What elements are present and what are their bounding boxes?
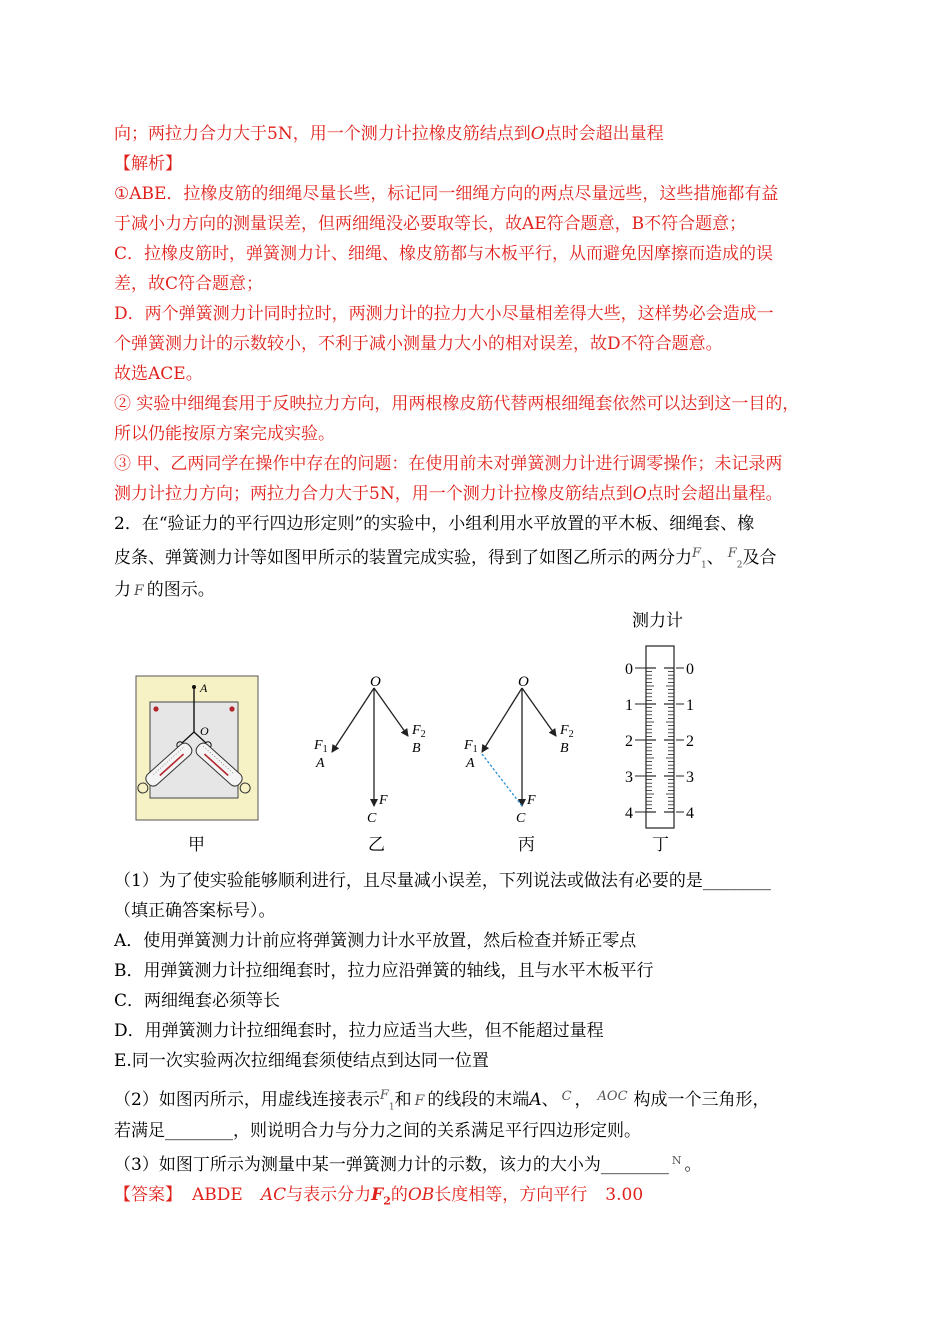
label-o-jia: O xyxy=(200,724,209,738)
caption-ding: 丁 xyxy=(652,835,669,854)
label-a-bing: A xyxy=(466,756,475,771)
spring-scale-ding xyxy=(625,611,694,854)
scale-tick-label: 1 xyxy=(686,697,694,714)
pin-top-left xyxy=(153,706,158,711)
scale-tick-label: 4 xyxy=(686,805,694,822)
apparatus-jia xyxy=(134,676,258,854)
analysis-p1-line2: 于减小力方向的测量误差，但两细绳没必要取等长，故AE符合题意，B不符合题意； xyxy=(114,214,747,234)
label-a-yi: A xyxy=(316,756,325,771)
scale-tick-label: 4 xyxy=(625,805,633,822)
option-b: B．用弹簧测力计拉细绳套时，拉力应沿弹簧的轴线，且与水平木板平行 xyxy=(114,961,654,981)
analysis-p5-line1: ② 实验中细绳套用于反映拉力方向，用两根橡皮筋代替两根细绳套依然可以达到这一目的， xyxy=(114,394,800,414)
scale-tick-label: 2 xyxy=(686,733,694,750)
label-f1-bing: $F_1$ xyxy=(464,738,478,755)
force-diagram-yi xyxy=(313,674,426,854)
analysis-p2-line1: C．拉橡皮筋时，弹簧测力计、细绳、橡皮筋都与木板平行，从而避免因摩擦而造成的误 xyxy=(114,244,774,264)
analysis-p3-line1: D．两个弹簧测力计同时拉时，两测力计的拉力大小尽量相差得大些，这样势必会造成一 xyxy=(114,304,774,324)
scale-tick-label: 1 xyxy=(625,697,633,714)
analysis-heading: 【解析】 xyxy=(114,154,182,174)
option-c: C．两细绳套必须等长 xyxy=(114,991,281,1011)
label-b-bing: B xyxy=(560,741,569,756)
dashed-line-ac xyxy=(482,754,522,806)
force-diagram-bing xyxy=(463,674,574,854)
vector-f2-bing xyxy=(522,688,556,736)
pin-top-right xyxy=(229,706,234,711)
q2-line2: 若满足________，则说明合力与分力之间的关系满足平行四边形定则。 xyxy=(114,1121,641,1141)
label-f-yi: F xyxy=(379,793,388,808)
answer-line: 【答案】 ABDE AC与表示分力$F_2$的OB长度相等，方向平行 3.00 xyxy=(114,1185,644,1208)
question-stem-line3: 力 F 的图示。 xyxy=(114,580,215,600)
label-f2-bing: $F_2$ xyxy=(560,723,574,740)
vector-f1-yi xyxy=(332,688,374,752)
label-o-yi: O xyxy=(370,674,381,690)
scale-tick-label: 0 xyxy=(686,661,694,678)
scale-body xyxy=(646,646,674,828)
option-a: A．使用弹簧测力计前应将弹簧测力计水平放置，然后检查并矫正零点 xyxy=(114,931,637,951)
label-a-jia: A xyxy=(200,681,208,695)
analysis-p2-line2: 差，故C符合题意； xyxy=(114,274,264,294)
label-c-bing: C xyxy=(516,811,526,826)
label-f1-yi: $F_1$ xyxy=(314,738,328,755)
label-f2-yi: $F_2$ xyxy=(412,723,426,740)
analysis-p3-line2: 个弹簧测力计的示数较小，不利于减小测量力大小的相对误差，故D不符合题意。 xyxy=(114,334,723,354)
question-stem-line1: 2．在“验证力的平行四边形定则”的实验中，小组利用水平放置的平木板、细绳套、橡 xyxy=(114,514,755,534)
meter-title: 测力计 xyxy=(632,611,683,630)
scale-tick-label: 3 xyxy=(625,769,633,786)
caption-jia: 甲 xyxy=(188,835,205,854)
q1-line1: （1）为了使实验能够顺利进行，且尽量减小误差，下列说法或做法有必要的是________ xyxy=(114,871,771,891)
experiment-figure xyxy=(120,606,720,858)
caption-bing: 丙 xyxy=(518,835,535,854)
scale-tick-label: 2 xyxy=(625,733,633,750)
analysis-p5-line2: 所以仍能按原方案完成实验。 xyxy=(114,424,335,444)
option-e: E.同一次实验两次拉细绳套须使结点到达同一位置 xyxy=(114,1051,489,1071)
vector-f2-yi xyxy=(374,688,408,736)
q1-line2: （填正确答案标号）。 xyxy=(114,901,276,921)
label-c-yi: C xyxy=(367,811,377,826)
q2-line1: （2）如图丙所示，用虚线连接表示$^F_1$和 F 的线段的末端A、 $^C$ ， $^{AOC}$ 构成一个三角形， xyxy=(114,1088,770,1113)
label-o-bing: O xyxy=(518,674,529,690)
option-d: D．用弹簧测力计拉细绳套时，拉力应适当大些，但不能超过量程 xyxy=(114,1021,604,1041)
caption-yi: 乙 xyxy=(368,835,385,854)
analysis-p6-line1: ③ 甲、乙两同学在操作中存在的问题：在使用前未对弹簧测力计进行调零操作；未记录两 xyxy=(114,454,783,474)
analysis-p6-line2: 测力计拉力方向；两拉力合力大于5N，用一个测力计拉橡皮筋结点到O点时会超出量程。 xyxy=(114,484,783,504)
prev-answer-tail: 向；两拉力合力大于5N，用一个测力计拉橡皮筋结点到O点时会超出量程 xyxy=(114,124,664,144)
label-b-yi: B xyxy=(412,741,421,756)
scale-tick-label: 0 xyxy=(625,661,633,678)
q3-line: （3）如图丁所示为测量中某一弹簧测力计的示数，该力的大小为________ $^N$ 。 xyxy=(114,1154,702,1175)
analysis-choice: 故选ACE。 xyxy=(114,364,203,384)
question-stem-line2: 皮条、弹簧测力计等如图甲所示的装置完成实验，得到了如图乙所示的两分力$^F_1$、 $^F_2$及合 xyxy=(114,546,777,571)
analysis-p1-line1: ①ABE．拉橡皮筋的细绳尽量长些，标记同一细绳方向的两点尽量远些，这些措施都有益 xyxy=(114,184,779,204)
vector-f1-bing xyxy=(482,688,522,752)
scale-tick-label: 3 xyxy=(686,769,694,786)
label-f-bing: F xyxy=(527,793,536,808)
